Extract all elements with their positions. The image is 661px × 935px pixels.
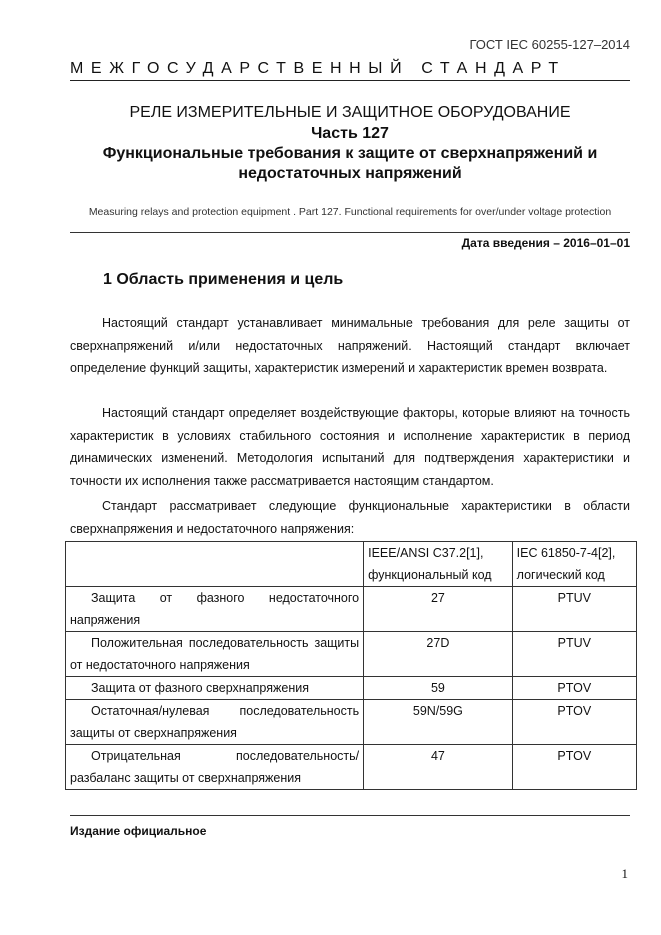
table-row [66,745,637,790]
paragraph: Стандарт рассматривает следующие функциональные характеристики в области сверхнапряжения и недостаточного напряжения: [70,499,630,536]
table-header-cell: IEC 61850-7-4[2], логический код [512,542,636,587]
table-header-cell [66,542,364,587]
table-row [66,700,637,745]
introduction-date: Дата введения – 2016–01–01 [461,236,630,250]
standard-code: ГОСТ IEC 60255-127–2014 [469,37,630,52]
footnote-rule [70,815,630,816]
function-cell: Защита от фазного недостаточного напряжения [66,587,364,632]
ansi-code-cell: 27D [364,632,513,677]
function-cell: Отрицательная последовательность/ разбаланс защиты от сверхнапряжения [66,745,364,790]
iec-code-cell: PTUV [512,632,636,677]
function-cell: Остаточная/нулевая последовательность защиты от сверхнапряжения [66,700,364,745]
ansi-code-cell: 47 [364,745,513,790]
table-header-cell: IEEE/ANSI C37.2[1], функциональный код [364,542,513,587]
functions-table [65,541,637,790]
title-line-4: недостаточных напряжений [238,165,462,182]
table-row [66,587,637,632]
page-number: 1 [621,866,628,881]
english-title: Measuring relays and protection equipment . Part 127. Functional requirements for over/under voltage protection [88,206,612,218]
ansi-code-cell: 59 [364,677,513,700]
header-rule [70,80,630,81]
title-line-1: РЕЛЕ ИЗМЕРИТЕЛЬНЫЕ И ЗАЩИТНОЕ ОБОРУДОВАНИЕ [129,104,571,121]
function-cell: Положительная последовательность защиты от недостаточного напряжения [66,632,364,677]
iec-code-cell: PTOV [512,677,636,700]
table-row [66,632,637,677]
function-cell: Защита от фазного сверхнапряжения [66,677,364,700]
iec-code-cell: PTOV [512,700,636,745]
ansi-code-cell: 59N/59G [364,700,513,745]
table-row [66,677,637,700]
interstate-standard-label: МЕЖГОСУДАРСТВЕННЫЙ СТАНДАРТ [70,60,566,77]
title-part-number: Часть 127 [311,125,389,142]
table-header-row [66,542,637,587]
title-line-3: Функциональные требования к защите от сверхнапряжений и [102,145,598,162]
paragraph: Настоящий стандарт определяет воздействующие факторы, которые влияют на точность характеристик в условиях стабильного состояния и исполнение характеристик в период динамических изменений. Методология испытаний для подтверждения характеристики и точности их исполнения также рассматривается настоящим стандартом. [70,406,630,488]
section-heading: 1 Область применения и цель [103,271,344,288]
title-rule [70,232,630,233]
iec-code-cell: PTUV [512,587,636,632]
paragraph: Настоящий стандарт устанавливает минимальные требования для реле защиты от сверхнапряжений и/или недостаточных напряжений. Настоящий стандарт включает определение функций защиты, характеристик измерений и характеристик времен возврата. [70,316,630,376]
iec-code-cell: PTOV [512,745,636,790]
official-edition-label: Издание официальное [70,824,207,838]
ansi-code-cell: 27 [364,587,513,632]
